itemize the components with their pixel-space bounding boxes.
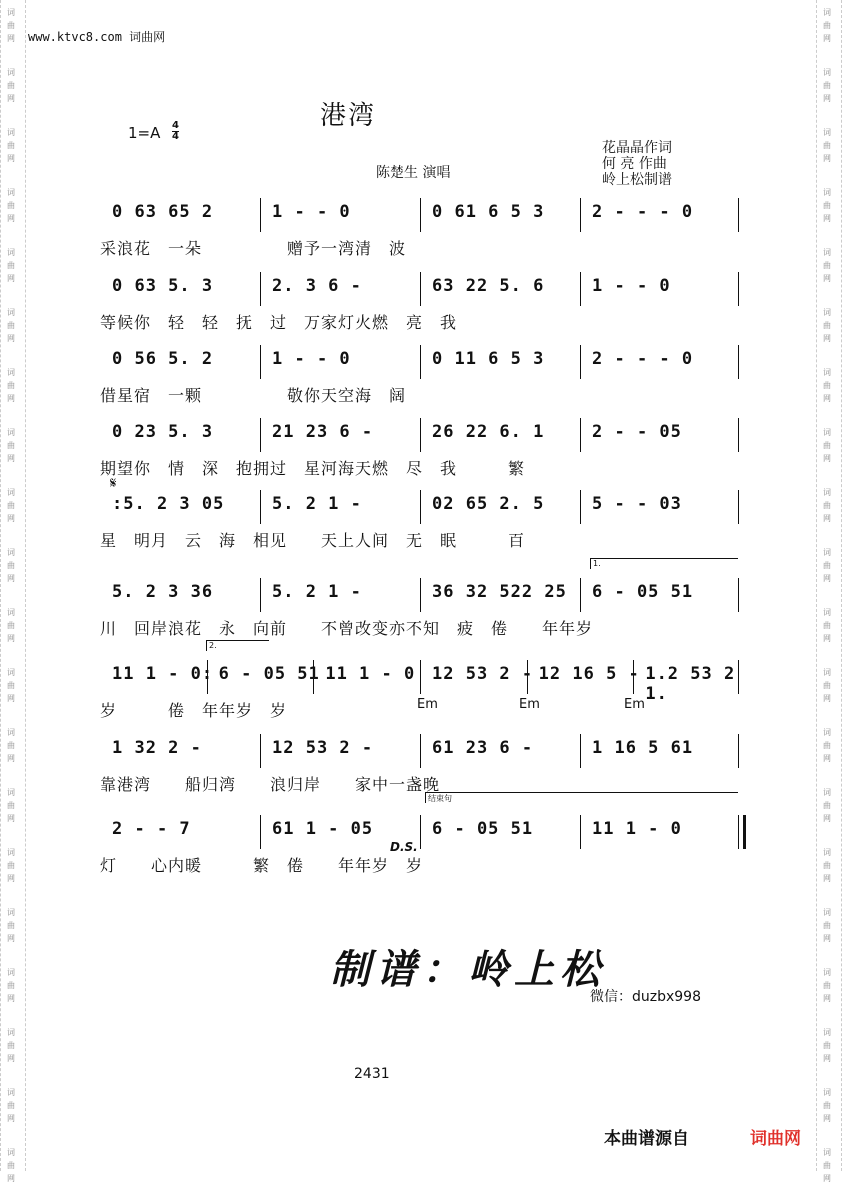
measure: 2 - - 05 [592, 422, 682, 442]
watermark-glyph: 曲 [823, 1101, 831, 1110]
watermark-glyph: 词 [823, 1088, 831, 1097]
lyric-line: 川 回岸浪花 永 向前 不曾改变亦不知 疲 倦 年年岁 [100, 619, 594, 638]
measure: 1 - - 0 [272, 202, 351, 222]
watermark-glyph: 曲 [823, 681, 831, 690]
watermark-glyph: 词 [823, 8, 831, 17]
lyric-line: 星 明月 云 海 相见 天上人间 无 眠 百 [100, 531, 526, 550]
bar-line [738, 345, 739, 379]
watermark-glyph: 网 [823, 634, 831, 643]
bar-line [580, 734, 581, 768]
watermark-glyph: 曲 [823, 501, 831, 510]
watermark-glyph: 词 [823, 488, 831, 497]
watermark-glyph: 网 [823, 754, 831, 763]
measure: 1 - - 0 [272, 349, 351, 369]
watermark-glyph: 网 [7, 934, 15, 943]
measure: 0 63 65 2 [112, 202, 214, 222]
watermark-glyph: 网 [823, 1174, 831, 1183]
watermark-glyph: 曲 [7, 681, 15, 690]
watermark-glyph: 词 [7, 1148, 15, 1157]
measure: 21 23 6 - [272, 422, 374, 442]
measure: 5. 2 3 36 [112, 582, 214, 602]
watermark-glyph: 曲 [823, 261, 831, 270]
watermark-glyph: 词 [7, 248, 15, 257]
watermark-glyph: 曲 [823, 381, 831, 390]
watermark-glyph: 网 [7, 574, 15, 583]
measure: 2 - - - 0 [592, 202, 694, 222]
watermark-glyph: 词 [7, 8, 15, 17]
watermark-glyph: 词 [7, 728, 15, 737]
watermark-glyph: 网 [7, 1114, 15, 1123]
watermark-glyph: 网 [823, 154, 831, 163]
watermark-glyph: 网 [7, 34, 15, 43]
watermark-glyph: 曲 [7, 201, 15, 210]
watermark-glyph: 网 [7, 154, 15, 163]
watermark-glyph: 词 [823, 968, 831, 977]
watermark-glyph: 网 [7, 994, 15, 1003]
source-site-link[interactable]: 词曲网 [750, 1129, 801, 1149]
notation-row [100, 198, 750, 228]
wechat-id: 微信：duzbx998 [590, 989, 702, 1005]
bar-line [420, 198, 421, 232]
measure: 63 22 5. 6 [432, 276, 545, 296]
left-watermark-strip [0, 0, 26, 1183]
measure: 26 22 6. 1 [432, 422, 545, 442]
watermark-glyph: 网 [7, 814, 15, 823]
watermark-glyph: 词 [7, 308, 15, 317]
watermark-glyph: 网 [823, 874, 831, 883]
watermark-glyph: 词 [823, 428, 831, 437]
watermark-glyph: 词 [823, 608, 831, 617]
bar-line [738, 418, 739, 452]
watermark-glyph: 词 [823, 548, 831, 557]
watermark-glyph: 词 [823, 128, 831, 137]
watermark-glyph: 网 [7, 1054, 15, 1063]
watermark-glyph: 网 [823, 94, 831, 103]
bar-line [260, 272, 261, 306]
watermark-glyph: 词 [7, 668, 15, 677]
watermark-glyph: 词 [823, 848, 831, 857]
watermark-glyph: 曲 [7, 1041, 15, 1050]
notation-row [100, 578, 750, 608]
watermark-glyph: 网 [7, 394, 15, 403]
bar-line [738, 734, 739, 768]
watermark-glyph: 曲 [7, 501, 15, 510]
measure: 6 - 05 51 [432, 819, 534, 839]
watermark-glyph: 曲 [823, 441, 831, 450]
watermark-glyph: 网 [823, 934, 831, 943]
bar-line [420, 815, 421, 849]
watermark-glyph: 词 [823, 368, 831, 377]
bar-line [738, 660, 739, 694]
bar-line [260, 490, 261, 524]
measure: :5. 2 3 05 [112, 494, 225, 514]
watermark-glyph: 曲 [823, 1041, 831, 1050]
watermark-glyph: 网 [823, 334, 831, 343]
bar-line [633, 660, 634, 694]
watermark-glyph: 网 [823, 814, 831, 823]
measure: 12 16 5 - [538, 664, 640, 684]
composer: 何 亮 作曲 [602, 156, 667, 172]
notation-row [100, 660, 750, 704]
watermark-glyph: 曲 [7, 141, 15, 150]
watermark-glyph: 网 [7, 94, 15, 103]
watermark-glyph: 曲 [7, 861, 15, 870]
lyric-line: 岁 倦 年年岁 岁 [100, 701, 288, 720]
watermark-glyph: 词 [823, 248, 831, 257]
measure: 11 1 - 0: [112, 664, 214, 684]
watermark-glyph: 曲 [823, 141, 831, 150]
bar-line [420, 734, 421, 768]
watermark-glyph: 词 [7, 128, 15, 137]
measure: 6 - 05 51 [218, 664, 320, 684]
watermark-glyph: 网 [7, 754, 15, 763]
volta-first: 1. [590, 558, 738, 569]
bar-line [420, 345, 421, 379]
watermark-glyph: 网 [7, 514, 15, 523]
watermark-glyph: 词 [7, 368, 15, 377]
bar-line [420, 490, 421, 524]
watermark-glyph: 词 [7, 488, 15, 497]
measure: 1.2 53 2 1. [645, 664, 736, 704]
measure: 5. 2 1 - [272, 494, 362, 514]
bar-line [580, 272, 581, 306]
watermark-glyph: 词 [823, 908, 831, 917]
lyric-line: 等候你 轻 轻 抚 过 万家灯火燃 亮 我 [100, 313, 458, 332]
watermark-glyph: 网 [7, 874, 15, 883]
watermark-glyph: 网 [823, 574, 831, 583]
watermark-glyph: 词 [7, 548, 15, 557]
watermark-glyph: 曲 [823, 741, 831, 750]
bar-line [738, 815, 746, 849]
measure: 6 - 05 51 [592, 582, 694, 602]
watermark-glyph: 曲 [7, 21, 15, 30]
watermark-glyph: 网 [823, 1114, 831, 1123]
watermark-glyph: 曲 [7, 741, 15, 750]
watermark-glyph: 词 [7, 788, 15, 797]
watermark-glyph: 曲 [823, 81, 831, 90]
watermark-glyph: 曲 [823, 981, 831, 990]
watermark-glyph: 词 [823, 1148, 831, 1157]
watermark-glyph: 曲 [823, 561, 831, 570]
chord-label: Em [624, 697, 645, 712]
bar-line [738, 490, 739, 524]
watermark-glyph: 词 [7, 608, 15, 617]
watermark-glyph: 网 [823, 694, 831, 703]
watermark-glyph: 词 [7, 848, 15, 857]
lyric-line: 靠港湾 船归湾 浪归岸 家中一盏晚 [100, 775, 441, 794]
chord-label: Em [417, 697, 438, 712]
page-number: 2431 [354, 1066, 390, 1082]
bar-line [580, 815, 581, 849]
watermark-glyph: 词 [823, 68, 831, 77]
bar-line [580, 418, 581, 452]
watermark-glyph: 网 [7, 334, 15, 343]
segno-icon: 𝄋 [110, 474, 117, 492]
chord-label: Em [519, 697, 540, 712]
measure: 61 1 - 05 [272, 819, 374, 839]
lyricist: 花晶晶作词 [602, 140, 672, 156]
source-label: 本曲谱源自 [604, 1129, 689, 1149]
watermark-glyph: 词 [823, 668, 831, 677]
watermark-glyph: 曲 [823, 801, 831, 810]
watermark-glyph: 网 [823, 514, 831, 523]
watermark-glyph: 词 [7, 428, 15, 437]
notation-row [100, 734, 750, 764]
bar-line [527, 660, 528, 694]
watermark-glyph: 网 [7, 1174, 15, 1183]
watermark-glyph: 曲 [823, 201, 831, 210]
song-title: 港湾 [320, 101, 377, 131]
watermark-glyph: 曲 [7, 381, 15, 390]
watermark-glyph: 网 [7, 454, 15, 463]
transcriber: 岭上松制谱 [602, 172, 672, 188]
measure: 0 11 6 5 3 [432, 349, 545, 369]
measure: 61 23 6 - [432, 738, 534, 758]
measure: 1 32 2 - [112, 738, 202, 758]
measure: 1 - - 0 [592, 276, 671, 296]
bar-line [420, 578, 421, 612]
measure: 2 - - 7 [112, 819, 191, 839]
watermark-glyph: 曲 [7, 321, 15, 330]
key-signature: 1=A [128, 124, 161, 142]
measure: 11 1 - 0 [325, 664, 416, 684]
watermark-glyph: 网 [823, 1054, 831, 1063]
watermark-glyph: 曲 [7, 981, 15, 990]
watermark-glyph: 词 [7, 908, 15, 917]
measure: 02 65 2. 5 [432, 494, 545, 514]
site-url[interactable]: www.ktvc8.com 词曲网 [28, 30, 166, 44]
watermark-glyph: 曲 [823, 321, 831, 330]
lyric-line: 灯 心内暖 繁 倦 年年岁 岁 [100, 856, 424, 875]
lyric-line: 借星宿 一颗 敬你天空海 阔 [100, 386, 407, 405]
watermark-glyph: 网 [823, 34, 831, 43]
bar-line [420, 272, 421, 306]
watermark-glyph: 曲 [7, 441, 15, 450]
singer: 陈楚生 演唱 [376, 165, 451, 181]
right-watermark-strip [816, 0, 842, 1183]
watermark-glyph: 曲 [7, 801, 15, 810]
watermark-glyph: 词 [823, 728, 831, 737]
bar-line [580, 345, 581, 379]
measure: 36 32 522 25 [432, 582, 567, 602]
watermark-glyph: 网 [7, 634, 15, 643]
notation-row [100, 345, 750, 375]
ending-bracket: 结束句 [425, 792, 738, 803]
watermark-glyph: 曲 [7, 1161, 15, 1170]
bar-line [260, 345, 261, 379]
watermark-glyph: 网 [7, 694, 15, 703]
watermark-glyph: 曲 [7, 261, 15, 270]
watermark-glyph: 网 [823, 214, 831, 223]
bar-line [738, 272, 739, 306]
bar-line [738, 578, 739, 612]
watermark-glyph: 词 [7, 68, 15, 77]
measure: 1 16 5 61 [592, 738, 694, 758]
measure: 0 61 6 5 3 [432, 202, 545, 222]
measure: 11 1 - 0 [592, 819, 682, 839]
measure: 12 53 2 - [272, 738, 374, 758]
watermark-glyph: 曲 [7, 1101, 15, 1110]
watermark-glyph: 曲 [823, 21, 831, 30]
lyric-line: 期望你 情 深 抱拥过 星河海天燃 尽 我 繁 [100, 459, 526, 478]
watermark-glyph: 词 [823, 1028, 831, 1037]
watermark-glyph: 词 [823, 188, 831, 197]
bar-line [420, 418, 421, 452]
bar-line [260, 198, 261, 232]
notation-row [100, 418, 750, 448]
bar-line [580, 578, 581, 612]
bar-line [420, 660, 421, 694]
measure: 12 53 2 - [432, 664, 534, 684]
watermark-glyph: 曲 [7, 561, 15, 570]
watermark-glyph: 曲 [7, 921, 15, 930]
volta-second: 2. [206, 640, 269, 651]
watermark-glyph: 曲 [823, 1161, 831, 1170]
lyric-line: 采浪花 一朵 赠予一湾清 波 [100, 239, 407, 258]
bar-line [580, 490, 581, 524]
bar-line [738, 198, 739, 232]
measure: 0 23 5. 3 [112, 422, 214, 442]
bar-line [580, 198, 581, 232]
watermark-glyph: 词 [823, 788, 831, 797]
watermark-glyph: 网 [823, 994, 831, 1003]
watermark-glyph: 曲 [823, 861, 831, 870]
measure: 2 - - - 0 [592, 349, 694, 369]
signature: 制谱：岭上松 [330, 946, 606, 993]
measure: 0 63 5. 3 [112, 276, 214, 296]
watermark-glyph: 词 [7, 1028, 15, 1037]
watermark-glyph: 曲 [823, 621, 831, 630]
watermark-glyph: 网 [7, 274, 15, 283]
watermark-glyph: 曲 [823, 921, 831, 930]
bar-line [207, 660, 208, 694]
watermark-glyph: 网 [7, 214, 15, 223]
bar-line [260, 578, 261, 612]
bar-line [260, 815, 261, 849]
watermark-glyph: 网 [823, 394, 831, 403]
measure: 0 56 5. 2 [112, 349, 214, 369]
measure: 5 - - 03 [592, 494, 682, 514]
watermark-glyph: 网 [823, 274, 831, 283]
notation-row [100, 490, 750, 520]
measure: 2. 3 6 - [272, 276, 362, 296]
time-signature: 4 4 [172, 120, 179, 142]
measure: 5. 2 1 - [272, 582, 362, 602]
bar-line [260, 418, 261, 452]
notation-row [100, 272, 750, 302]
watermark-glyph: 网 [823, 454, 831, 463]
ds-mark: D.S. [390, 840, 418, 854]
watermark-glyph: 词 [7, 1088, 15, 1097]
bar-line [260, 734, 261, 768]
watermark-glyph: 词 [823, 308, 831, 317]
watermark-glyph: 曲 [7, 81, 15, 90]
notation-row [100, 815, 750, 845]
bar-line [313, 660, 314, 694]
watermark-glyph: 词 [7, 188, 15, 197]
watermark-glyph: 曲 [7, 621, 15, 630]
watermark-glyph: 词 [7, 968, 15, 977]
